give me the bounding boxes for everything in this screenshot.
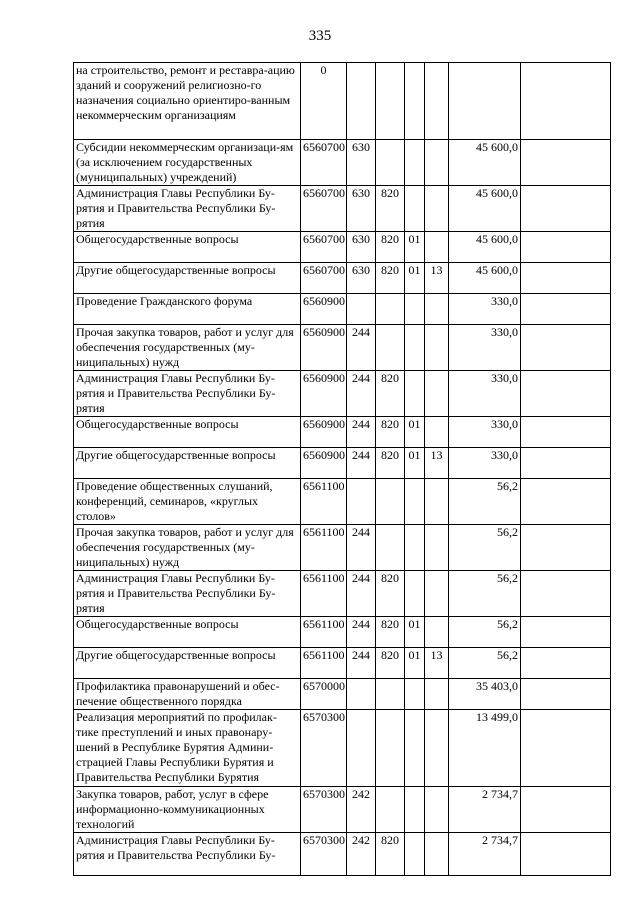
table-row: [74, 140, 611, 186]
row-name: Субсидии некоммерческим организаци-ям (за исключением государственных (муниципальных) учреждений): [74, 140, 301, 186]
expense-type: 242: [347, 787, 376, 833]
target-code: 6560900: [301, 417, 347, 448]
row-name: Общегосударственные вопросы: [74, 617, 301, 648]
subsection-code: [425, 525, 449, 571]
subsection-code: [425, 571, 449, 617]
row-name: Профилактика правонарушений и обес-печение общественного порядка: [74, 679, 301, 710]
table-row: [74, 325, 611, 371]
subsection-code: [425, 325, 449, 371]
ministry-code: 820: [376, 648, 405, 679]
table-row: [74, 186, 611, 232]
budget-table: [73, 62, 611, 876]
empty-cell: [521, 571, 611, 617]
section-code: [405, 186, 425, 232]
row-name: Администрация Главы Республики Бу-рятия и Правительства Республики Бу-рятия: [74, 371, 301, 417]
target-code: 6560700: [301, 186, 347, 232]
ministry-code: 820: [376, 571, 405, 617]
ministry-code: [376, 294, 405, 325]
target-code: 6570300: [301, 787, 347, 833]
subsection-code: [425, 232, 449, 263]
ministry-code: [376, 63, 405, 140]
section-code: 01: [405, 648, 425, 679]
subsection-code: [425, 833, 449, 876]
target-code: 6561100: [301, 648, 347, 679]
empty-cell: [521, 617, 611, 648]
table-row: [74, 263, 611, 294]
expense-type: 244: [347, 571, 376, 617]
empty-cell: [521, 679, 611, 710]
expense-type: 244: [347, 617, 376, 648]
row-name: Администрация Главы Республики Бу-рятия и Правительства Республики Бу-рятия: [74, 186, 301, 232]
empty-cell: [521, 186, 611, 232]
expense-type: 630: [347, 186, 376, 232]
section-code: 01: [405, 417, 425, 448]
table-row: [74, 710, 611, 787]
ministry-code: 820: [376, 263, 405, 294]
section-code: [405, 525, 425, 571]
table-row: [74, 833, 611, 876]
subsection-code: 13: [425, 648, 449, 679]
empty-cell: [521, 787, 611, 833]
amount: 45 600,0: [449, 140, 521, 186]
target-code: 6560700: [301, 263, 347, 294]
row-name: Общегосударственные вопросы: [74, 417, 301, 448]
amount: 13 499,0: [449, 710, 521, 787]
expense-type: [347, 679, 376, 710]
amount: 56,2: [449, 525, 521, 571]
ministry-code: 820: [376, 417, 405, 448]
section-code: [405, 679, 425, 710]
amount: 330,0: [449, 325, 521, 371]
amount: 56,2: [449, 648, 521, 679]
target-code: 6570300: [301, 833, 347, 876]
ministry-code: 820: [376, 617, 405, 648]
table-row: [74, 479, 611, 525]
subsection-code: [425, 294, 449, 325]
target-code: 6570300: [301, 710, 347, 787]
amount: 45 600,0: [449, 232, 521, 263]
table-row: [74, 525, 611, 571]
expense-type: 630: [347, 232, 376, 263]
table-row: [74, 571, 611, 617]
target-code: 6561100: [301, 571, 347, 617]
empty-cell: [521, 833, 611, 876]
target-code: 6570000: [301, 679, 347, 710]
ministry-code: 820: [376, 833, 405, 876]
expense-type: 244: [347, 325, 376, 371]
section-code: 01: [405, 448, 425, 479]
table-row: [74, 617, 611, 648]
target-code: 6561100: [301, 617, 347, 648]
table-row: [74, 648, 611, 679]
table-row: [74, 371, 611, 417]
ministry-code: [376, 140, 405, 186]
table-row: [74, 448, 611, 479]
expense-type: 244: [347, 371, 376, 417]
row-name: Администрация Главы Республики Бу-рятия и Правительства Республики Бу-: [74, 833, 301, 876]
section-code: 01: [405, 263, 425, 294]
expense-type: 244: [347, 417, 376, 448]
expense-type: 244: [347, 648, 376, 679]
subsection-code: [425, 186, 449, 232]
empty-cell: [521, 479, 611, 525]
target-code: 6560900: [301, 448, 347, 479]
amount: 330,0: [449, 294, 521, 325]
row-name: Другие общегосударственные вопросы: [74, 448, 301, 479]
section-code: [405, 479, 425, 525]
row-name: Прочая закупка товаров, работ и услуг для обеспечения государственных (му-ниципальных) нужд: [74, 525, 301, 571]
expense-type: [347, 63, 376, 140]
section-code: [405, 710, 425, 787]
section-code: [405, 140, 425, 186]
subsection-code: [425, 63, 449, 140]
ministry-code: [376, 679, 405, 710]
row-name: Другие общегосударственные вопросы: [74, 263, 301, 294]
subsection-code: [425, 617, 449, 648]
ministry-code: [376, 325, 405, 371]
table-row: [74, 787, 611, 833]
page-number: 335: [308, 28, 332, 44]
expense-type: 244: [347, 448, 376, 479]
empty-cell: [521, 448, 611, 479]
section-code: [405, 571, 425, 617]
empty-cell: [521, 232, 611, 263]
subsection-code: [425, 479, 449, 525]
subsection-code: [425, 679, 449, 710]
empty-cell: [521, 325, 611, 371]
subsection-code: [425, 371, 449, 417]
expense-type: [347, 479, 376, 525]
target-code: 6561100: [301, 525, 347, 571]
expense-type: 244: [347, 525, 376, 571]
target-code: 6560900: [301, 325, 347, 371]
section-code: [405, 325, 425, 371]
subsection-code: 13: [425, 448, 449, 479]
expense-type: 630: [347, 263, 376, 294]
empty-cell: [521, 140, 611, 186]
empty-cell: [521, 525, 611, 571]
section-code: [405, 787, 425, 833]
section-code: [405, 294, 425, 325]
amount: 35 403,0: [449, 679, 521, 710]
table-row: [74, 679, 611, 710]
ministry-code: [376, 525, 405, 571]
amount: 2 734,7: [449, 833, 521, 876]
subsection-code: [425, 417, 449, 448]
section-code: 01: [405, 617, 425, 648]
target-code: 6560900: [301, 371, 347, 417]
table-row: [74, 417, 611, 448]
target-code: 6560900: [301, 294, 347, 325]
empty-cell: [521, 417, 611, 448]
ministry-code: [376, 787, 405, 833]
target-code: 0: [301, 63, 347, 140]
row-name: Прочая закупка товаров, работ и услуг для обеспечения государственных (му-ниципальных) нужд: [74, 325, 301, 371]
empty-cell: [521, 371, 611, 417]
subsection-code: [425, 787, 449, 833]
amount: 330,0: [449, 417, 521, 448]
target-code: 6560700: [301, 232, 347, 263]
expense-type: 630: [347, 140, 376, 186]
ministry-code: 820: [376, 186, 405, 232]
amount: 2 734,7: [449, 787, 521, 833]
table-row: [74, 232, 611, 263]
subsection-code: [425, 710, 449, 787]
section-code: [405, 833, 425, 876]
ministry-code: [376, 710, 405, 787]
ministry-code: 820: [376, 232, 405, 263]
empty-cell: [521, 294, 611, 325]
subsection-code: [425, 140, 449, 186]
amount: 330,0: [449, 371, 521, 417]
table-row: [74, 63, 611, 140]
amount: 56,2: [449, 479, 521, 525]
ministry-code: 820: [376, 371, 405, 417]
target-code: 6560700: [301, 140, 347, 186]
section-code: [405, 371, 425, 417]
amount: 56,2: [449, 571, 521, 617]
amount: 45 600,0: [449, 263, 521, 294]
row-name: Другие общегосударственные вопросы: [74, 648, 301, 679]
empty-cell: [521, 710, 611, 787]
row-name: Общегосударственные вопросы: [74, 232, 301, 263]
section-code: [405, 63, 425, 140]
row-name: Проведение общественных слушаний, конференций, семинаров, «круглых столов»: [74, 479, 301, 525]
empty-cell: [521, 263, 611, 294]
amount: 45 600,0: [449, 186, 521, 232]
amount: 330,0: [449, 448, 521, 479]
expense-type: [347, 294, 376, 325]
table-row: [74, 294, 611, 325]
ministry-code: [376, 479, 405, 525]
ministry-code: 820: [376, 448, 405, 479]
expense-type: 242: [347, 833, 376, 876]
row-name: на строительство, ремонт и реставра-ацию зданий и сооружений религиозно-го назначения социально ориентиро-ванным некоммерческим организациям: [74, 63, 301, 140]
row-name: Закупка товаров, работ, услуг в сфере информационно-коммуникационных технологий: [74, 787, 301, 833]
amount: 56,2: [449, 617, 521, 648]
table-body: [74, 63, 611, 876]
empty-cell: [521, 63, 611, 140]
row-name: Реализация мероприятий по профилак-тике преступлений и иных правонару-шений в Республике Бурятия Админи-страцией Главы Республики Бурятия и Правительства Республики Бурятия: [74, 710, 301, 787]
row-name: Проведение Гражданского форума: [74, 294, 301, 325]
row-name: Администрация Главы Республики Бу-рятия и Правительства Республики Бу-рятия: [74, 571, 301, 617]
amount: [449, 63, 521, 140]
expense-type: [347, 710, 376, 787]
empty-cell: [521, 648, 611, 679]
subsection-code: 13: [425, 263, 449, 294]
section-code: 01: [405, 232, 425, 263]
target-code: 6561100: [301, 479, 347, 525]
